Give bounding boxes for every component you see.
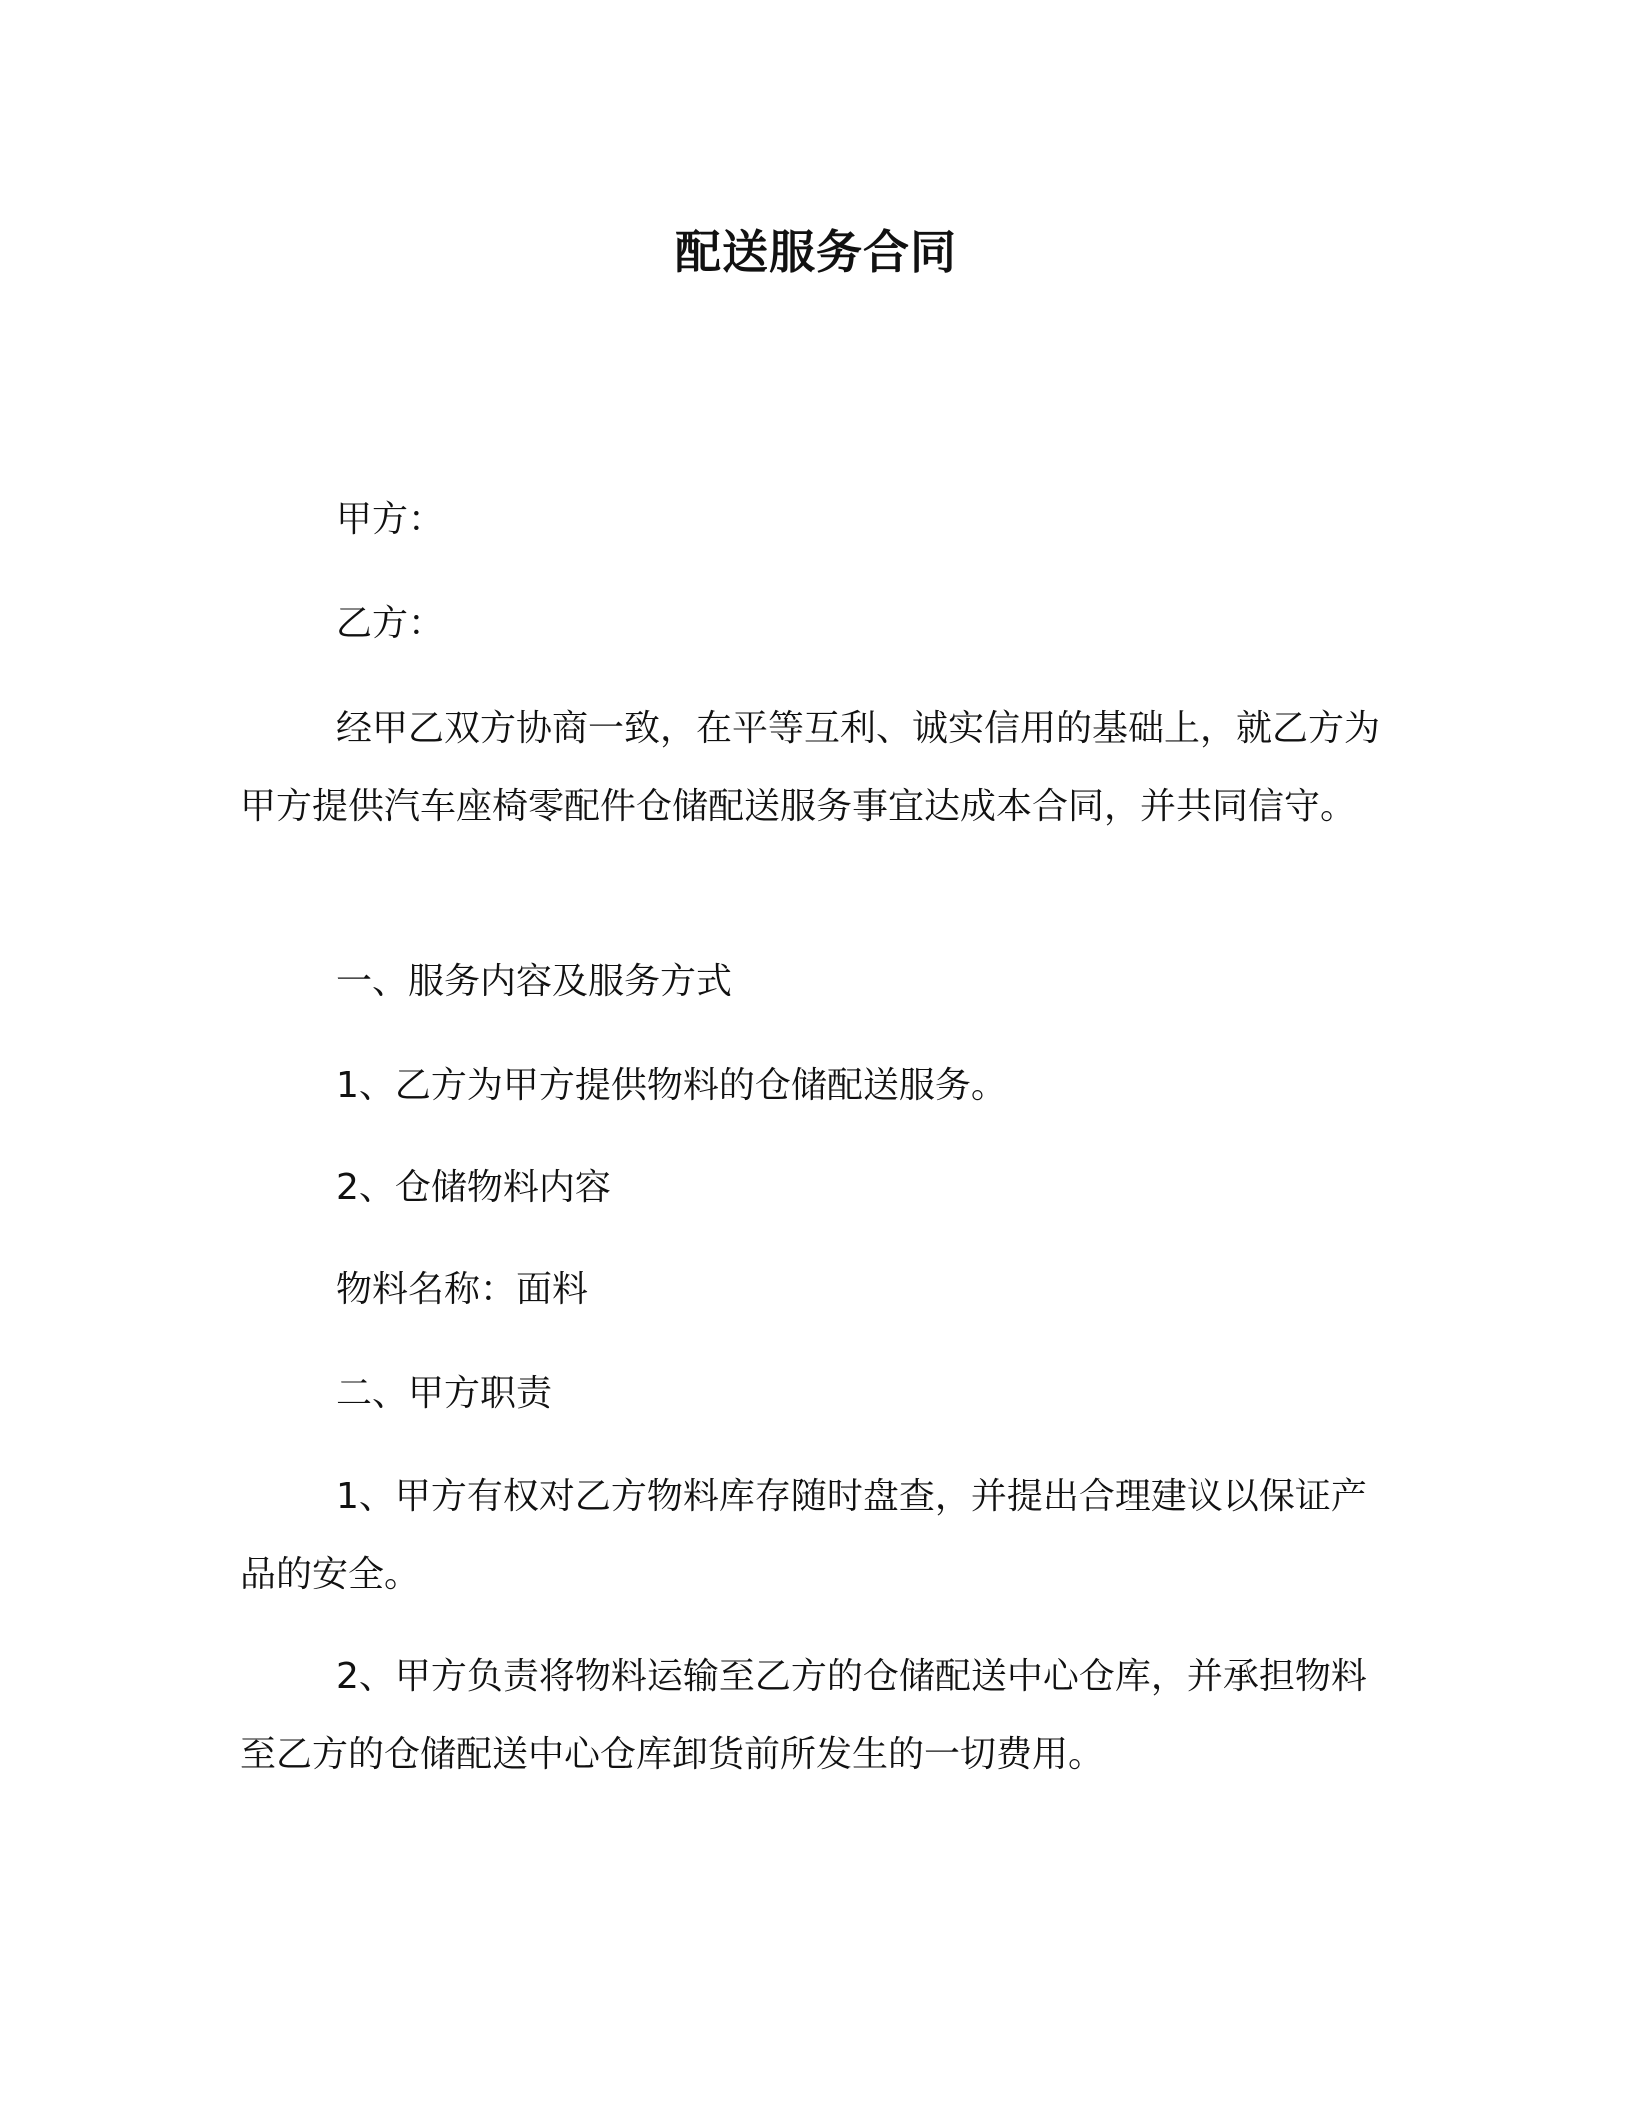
preamble-paragraph: 经甲乙双方协商一致，在平等互利、诚实信用的基础上，就乙方为甲方提供汽车座椅零配件仓储配送服务事宜达成本合同，并共同信守。: [240, 708, 1381, 827]
section1-item1: 1、乙方为甲方提供物料的仓储配送服务。: [336, 1065, 1007, 1106]
section2-item1: 1、甲方有权对乙方物料库存随时盘查，并提出合理建议以保证产品的安全。: [240, 1476, 1367, 1595]
section2-item2: 2、甲方负责将物料运输至乙方的仓储配送中心仓库，并承担物料至乙方的仓储配送中心仓库卸货前所发生的一切费用。: [240, 1656, 1367, 1775]
document-title: 配送服务合同: [675, 225, 957, 279]
party-b-label: 乙方：: [336, 603, 445, 644]
section2-heading: 二、甲方职责: [336, 1373, 553, 1414]
party-a-label: 甲方：: [336, 499, 445, 540]
material-name-line: 物料名称：面料: [336, 1269, 589, 1310]
section1-heading: 一、服务内容及服务方式: [336, 961, 733, 1002]
section1-item2: 2、仓储物料内容: [336, 1167, 611, 1208]
